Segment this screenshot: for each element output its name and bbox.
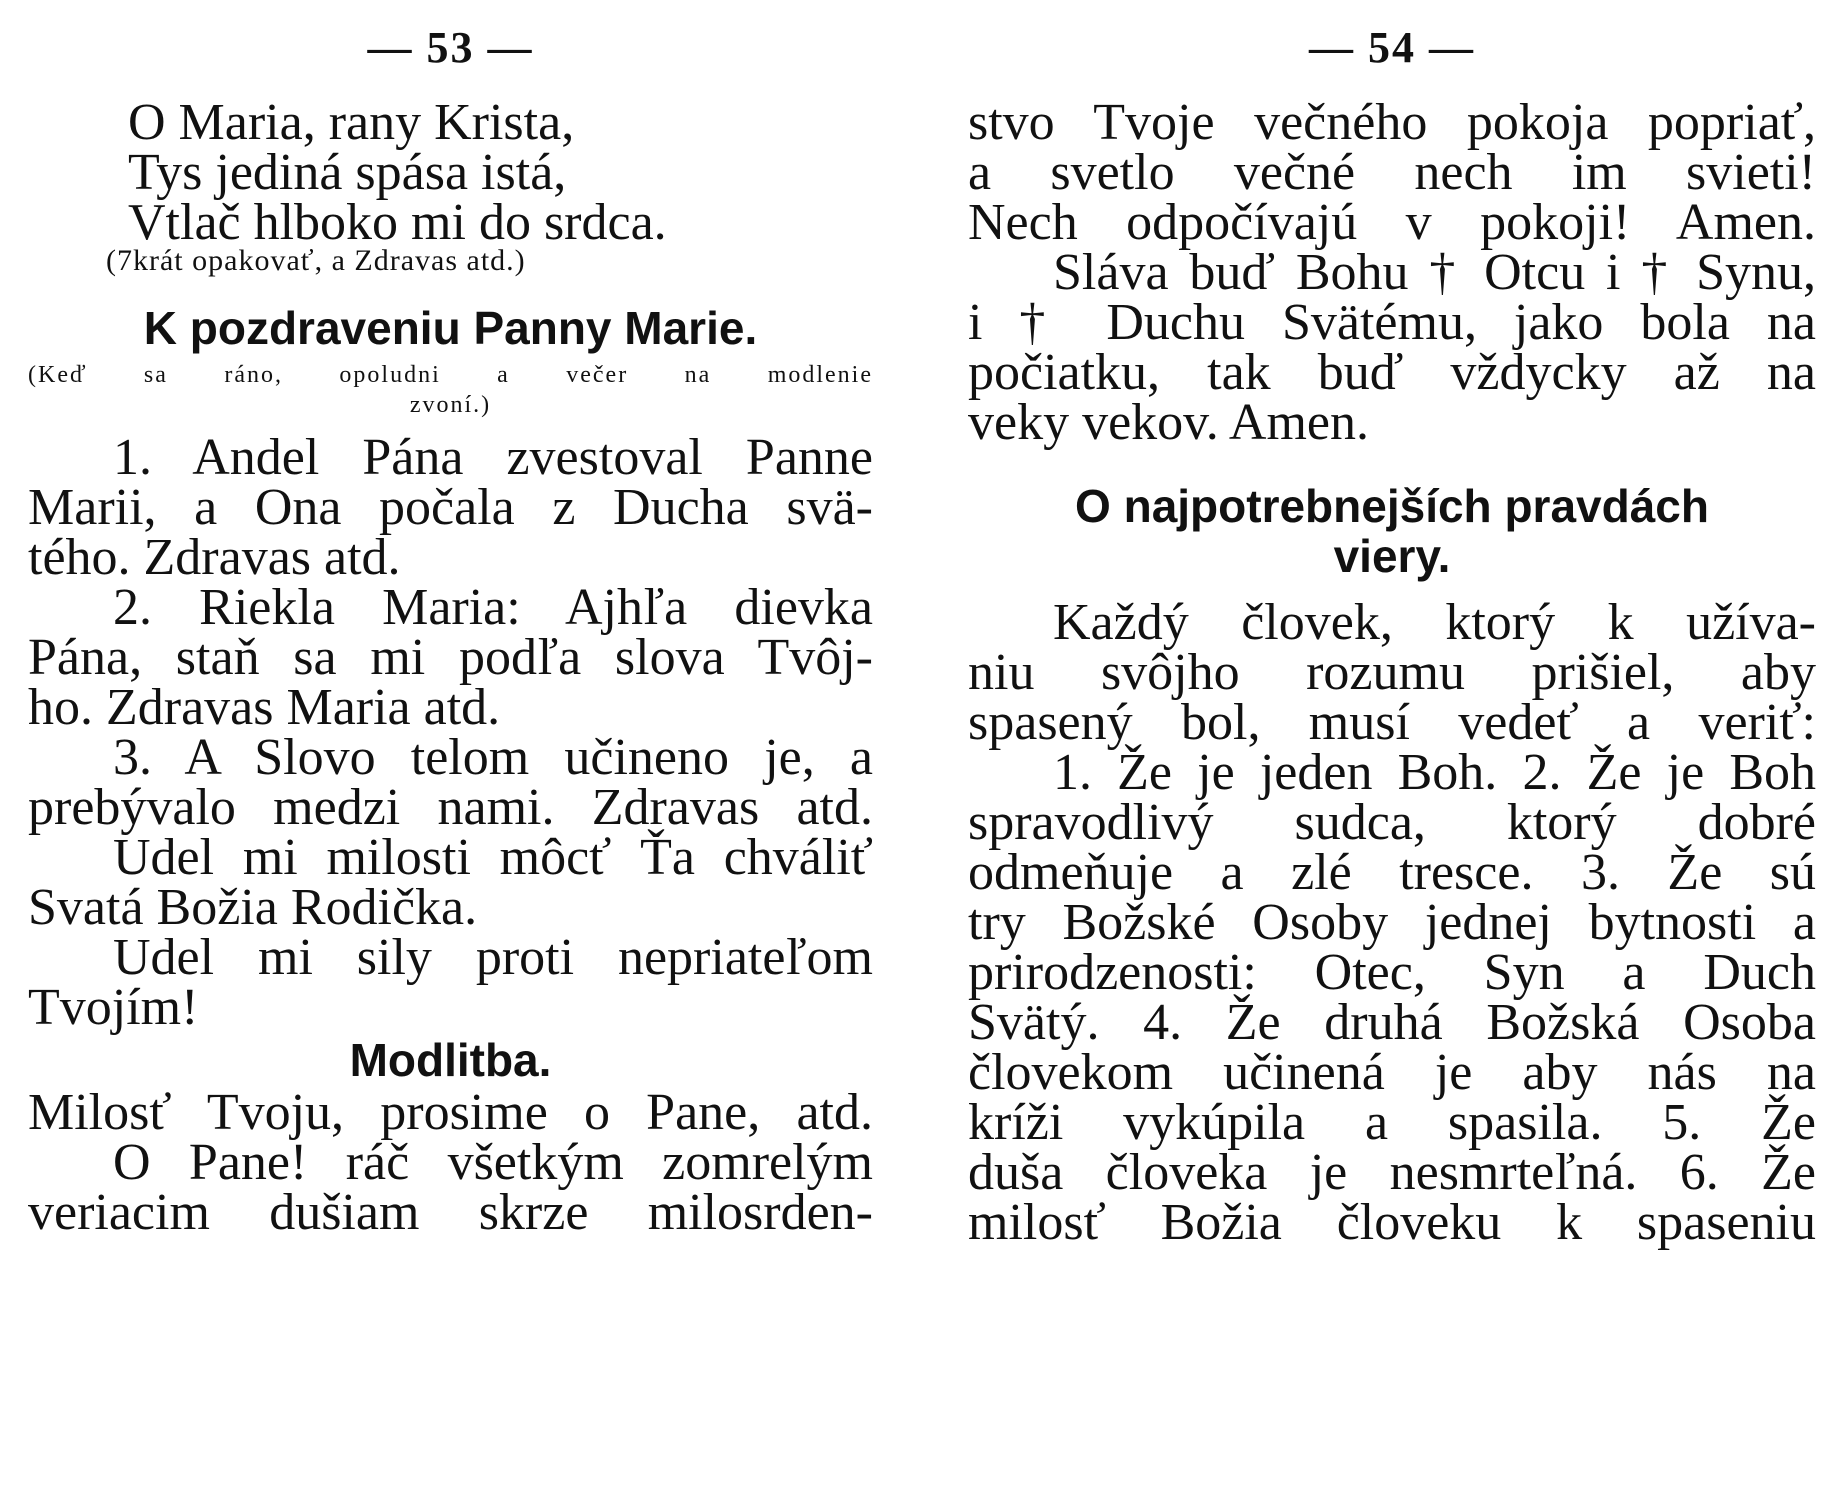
text-line: try Božské Osoby jednej bytnosti a — [968, 894, 1816, 951]
verse-note: (7krát opakovať, a Zdravas atd.) — [106, 244, 526, 277]
text-line: niu svôjho rozumu prišiel, aby — [968, 644, 1816, 701]
text-line: počiatku, tak buď vždycky až na — [968, 344, 1816, 401]
text-line: O Pane! ráč všetkým zomrelým — [113, 1134, 873, 1191]
section-heading: viery. — [1333, 530, 1451, 582]
section-note: zvoní.) — [409, 392, 492, 418]
text-line: prirodzenosti: Otec, Syn a Duch — [968, 944, 1816, 1001]
text-line: Sláva buď Bohu † Otcu i † Synu, — [1053, 244, 1816, 301]
text-line: Pána, staň sa mi podľa slova Tvôj- — [28, 629, 873, 686]
text-line: spravodlivý sudca, ktorý dobré — [968, 794, 1816, 851]
text-line: ho. Zdravas Maria atd. — [28, 679, 501, 736]
section-heading: K pozdraveniu Panny Marie. — [143, 302, 758, 354]
text-line: kríži vykúpila a spasila. 5. Že — [968, 1094, 1816, 1151]
text-line: tého. Zdravas atd. — [28, 529, 401, 586]
right-page — [968, 0, 1816, 1500]
text-line: spasený bol, musí vedeť a veriť: — [968, 694, 1816, 751]
text-line: odmeňuje a zlé tresce. 3. Že sú — [968, 844, 1816, 901]
text-line: 3. A Slovo telom učineno je, a — [113, 729, 873, 786]
verse-line: Tys jediná spása istá, — [128, 144, 567, 201]
verse-line: Vtlač hlboko mi do srdca. — [128, 194, 667, 251]
text-line: a svetlo večné nech im svieti! — [968, 144, 1816, 201]
page-number: — 54 — — [1309, 23, 1475, 72]
text-line: 1. Andel Pána zvestoval Panne — [113, 429, 873, 486]
text-line: milosť Božia človeku k spaseniu — [968, 1194, 1816, 1251]
page-number: — 53 — — [367, 23, 534, 72]
text-line: Svatá Božia Rodička. — [28, 879, 478, 936]
text-line: Svätý. 4. Že druhá Božská Osoba — [968, 994, 1816, 1051]
text-line: veky vekov. Amen. — [968, 394, 1369, 451]
section-heading: Modlitba. — [349, 1034, 552, 1086]
text-line: Udel mi milosti môcť Ťa chváliť — [113, 829, 873, 886]
section-heading: O najpotrebnejších pravdách — [1075, 480, 1709, 532]
text-line: i † Duchu Svätému, jako bola na — [968, 294, 1816, 351]
text-line: Nech odpočívajú v pokoji! Amen. — [968, 194, 1816, 251]
text-line: 2. Riekla Maria: Ajhľa dievka — [113, 579, 873, 636]
text-line: Milosť Tvoju, prosime o Pane, atd. — [28, 1084, 873, 1141]
text-line: Udel mi sily proti nepriateľom — [113, 929, 873, 986]
text-line: Tvojím! — [28, 979, 199, 1036]
section-note: (Keď sa ráno, opoludni a večer na modlenie — [28, 362, 873, 388]
text-line: Marii, a Ona počala z Ducha svä- — [28, 479, 873, 536]
text-line: prebývalo medzi nami. Zdravas atd. — [28, 779, 873, 836]
text-line: 1. Že je jeden Boh. 2. Že je Boh — [1053, 744, 1816, 801]
text-line: duša človeka je nesmrteľná. 6. Že — [968, 1144, 1816, 1201]
verse-line: O Maria, rany Krista, — [128, 94, 575, 151]
text-line: Každý človek, ktorý k užíva- — [1053, 594, 1816, 651]
text-line: človekom učinená je aby nás na — [968, 1044, 1816, 1101]
left-page — [28, 0, 873, 1500]
text-line: stvo Tvoje večného pokoja popriať, — [968, 94, 1816, 151]
text-line: veriacim dušiam skrze milosrden- — [28, 1184, 873, 1241]
